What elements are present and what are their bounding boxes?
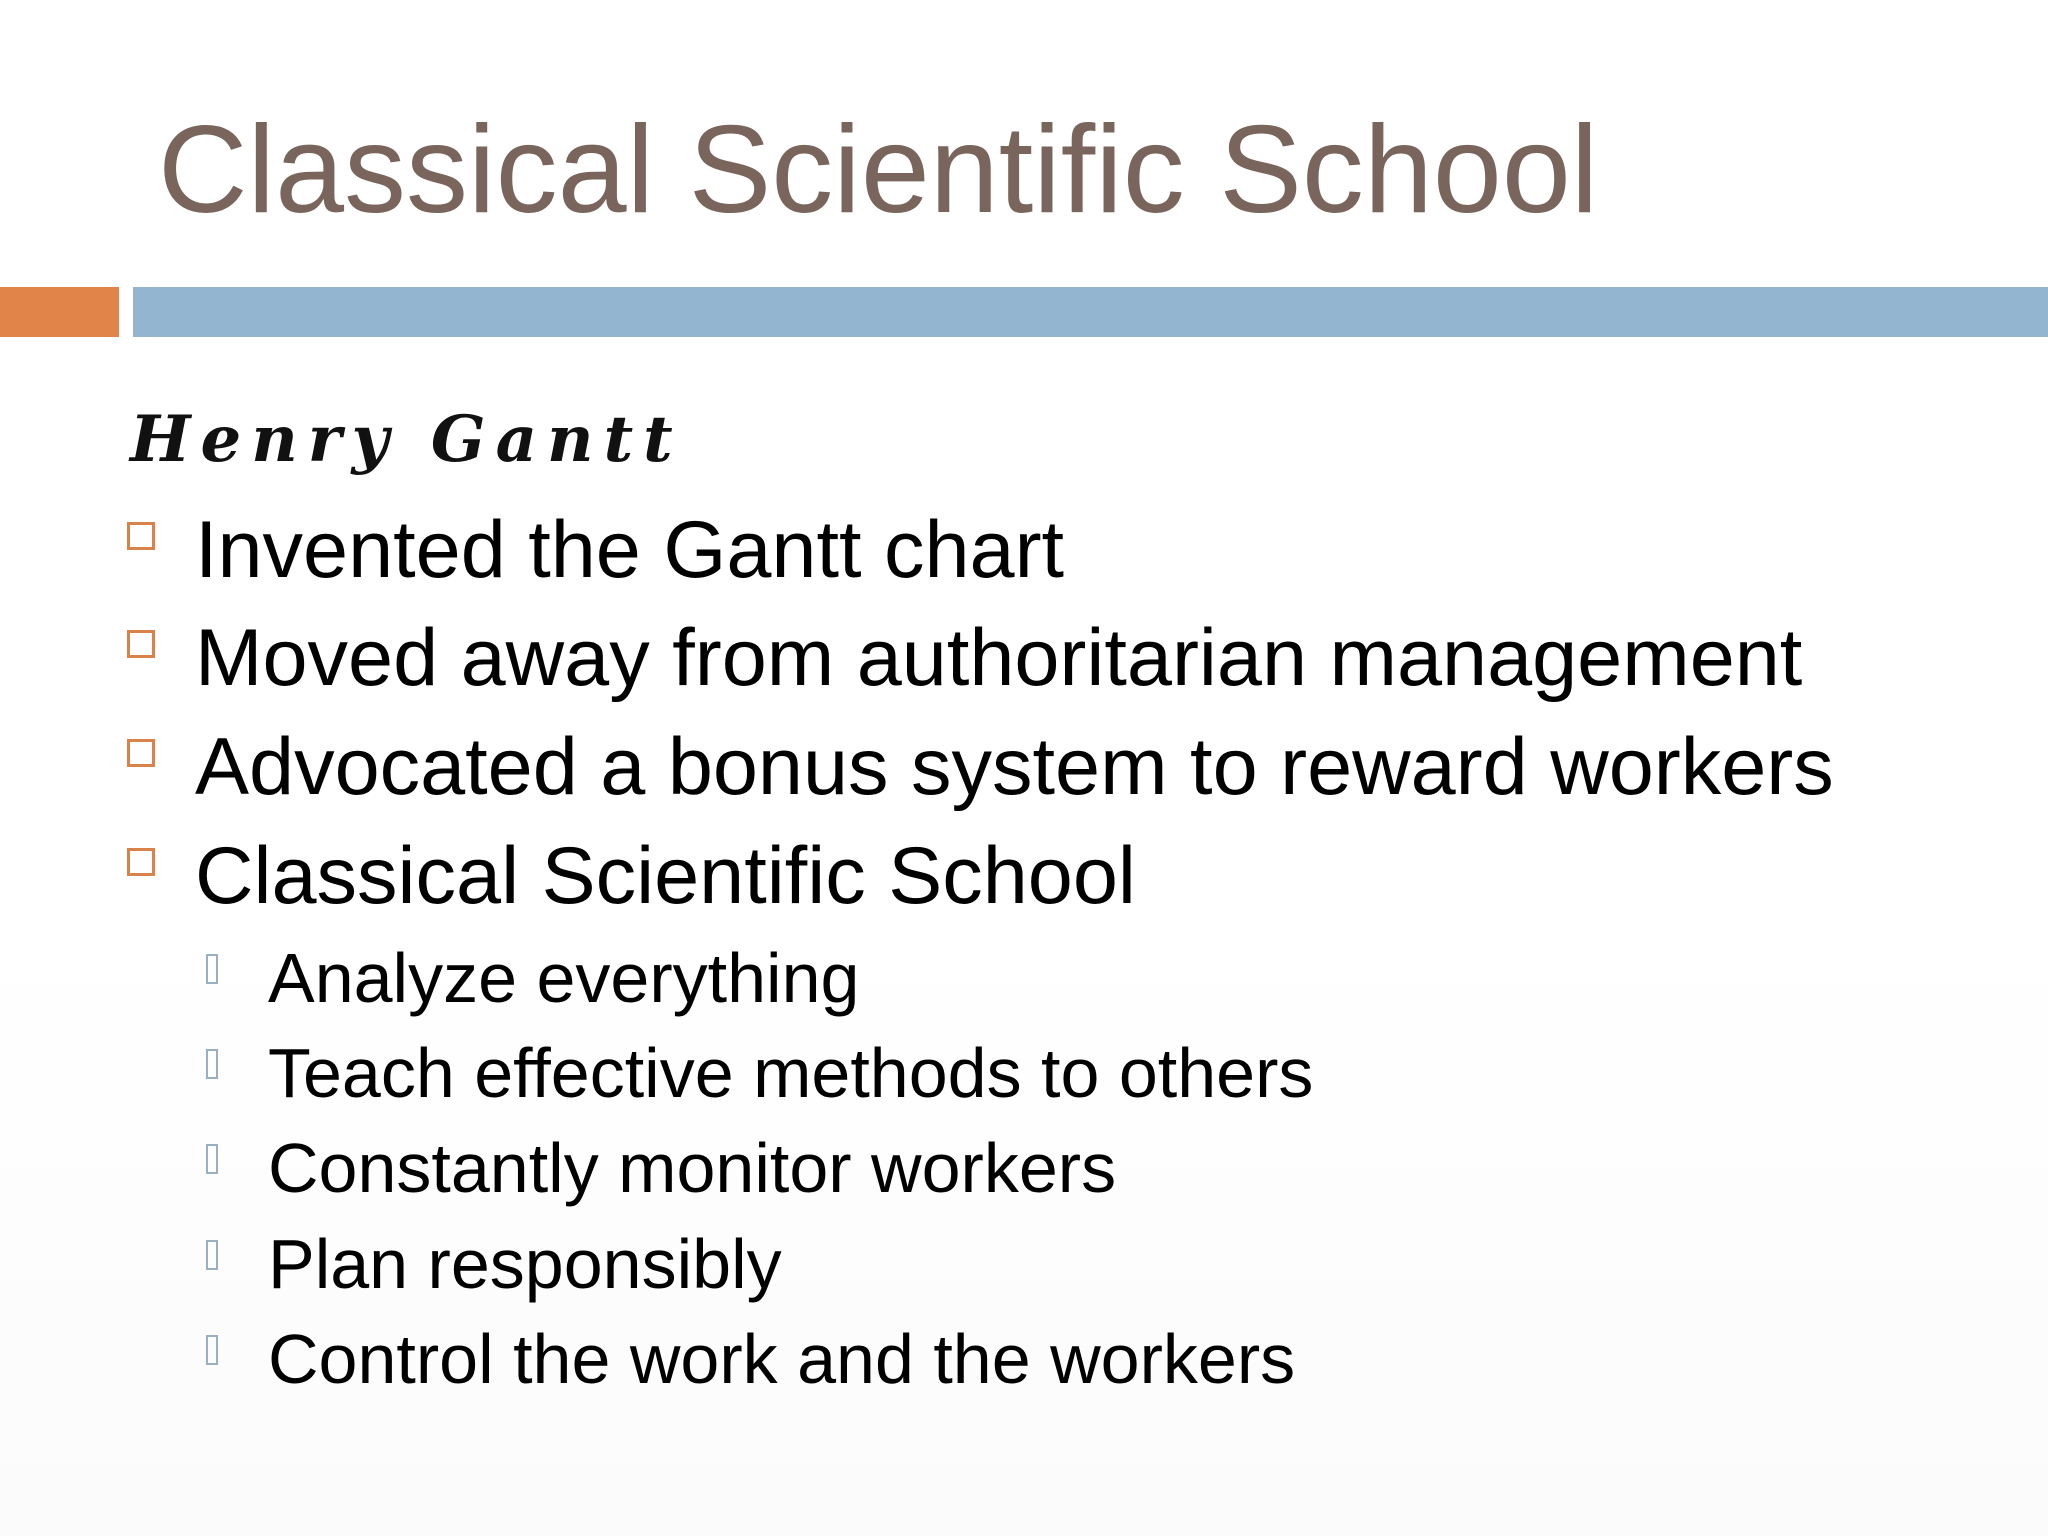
bullet-text: Moved away from authoritarian management bbox=[195, 613, 1803, 703]
sub-bullet-text: Analyze everything bbox=[268, 939, 860, 1017]
bullet-item bbox=[127, 500, 2027, 600]
square-bullet-icon bbox=[127, 522, 155, 550]
bullet-item bbox=[127, 717, 2027, 817]
sub-bullet-item bbox=[204, 1031, 2004, 1115]
sub-bullet-text: Constantly monitor workers bbox=[268, 1129, 1117, 1207]
sub-bullet-icon bbox=[206, 1240, 218, 1270]
sub-bullet-item bbox=[204, 936, 2004, 1020]
sub-bullet-icon bbox=[206, 1049, 218, 1079]
sub-bullet-text: Teach effective methods to others bbox=[268, 1034, 1314, 1112]
bullet-text: Advocated a bonus system to reward workers bbox=[195, 722, 1834, 812]
square-bullet-icon bbox=[127, 739, 155, 767]
bullet-item bbox=[127, 826, 2027, 926]
subheading-henry-gantt: Henry Gantt bbox=[130, 402, 683, 477]
title-divider-bar bbox=[133, 287, 2048, 337]
sub-bullet-icon bbox=[206, 1335, 218, 1365]
sub-bullet-icon bbox=[206, 954, 218, 984]
square-bullet-icon bbox=[127, 848, 155, 876]
bullet-text: Classical Scientific School bbox=[195, 831, 1136, 921]
sub-bullet-text: Plan responsibly bbox=[268, 1225, 782, 1303]
sub-bullet-item bbox=[204, 1317, 2004, 1401]
sub-bullet-text: Control the work and the workers bbox=[268, 1320, 1296, 1398]
bullet-text: Invented the Gantt chart bbox=[195, 505, 1065, 595]
slide-title: Classical Scientific School bbox=[158, 101, 1599, 239]
square-bullet-icon bbox=[127, 630, 155, 658]
title-accent-bar bbox=[0, 287, 119, 337]
bullet-item bbox=[127, 608, 2027, 708]
sub-bullet-item bbox=[204, 1126, 2004, 1210]
sub-bullet-item bbox=[204, 1222, 2004, 1306]
sub-bullet-icon bbox=[206, 1144, 218, 1174]
